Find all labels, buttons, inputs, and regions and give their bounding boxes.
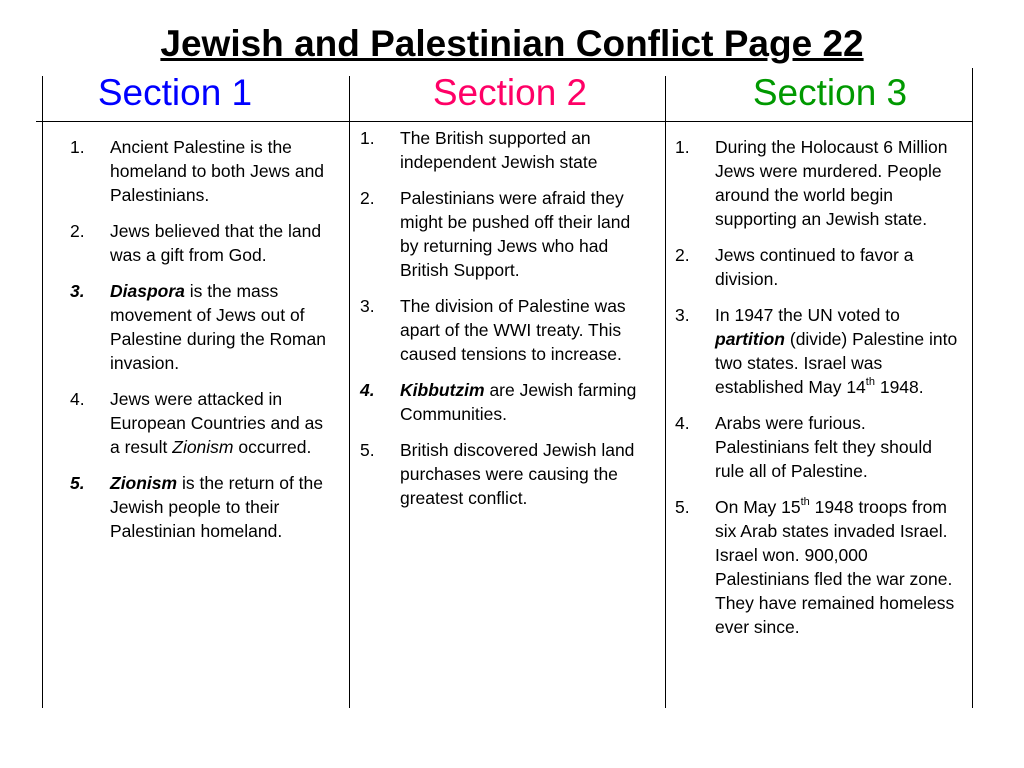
item-text: During the Holocaust 6 Million Jews were murdered. People around the world begin supporting an Jewish state.: [715, 137, 948, 229]
list-item: [70, 387, 330, 459]
item-text: is the return of the Jewish people to their Palestinian homeland.: [110, 473, 324, 541]
item-text: Jews continued to favor a division.: [715, 245, 914, 289]
key-term: partition: [715, 329, 785, 349]
list-item: [675, 303, 960, 399]
item-text: Ancient Palestine is the homeland to both Jews and Palestinians.: [110, 137, 325, 205]
item-text: In 1947 the UN voted to: [715, 305, 900, 325]
item-number: 4.: [360, 380, 375, 400]
key-term: Kibbutzim: [400, 380, 485, 400]
section-2-list: [360, 126, 650, 510]
key-term: Zionism: [110, 473, 178, 493]
item-number: 1.: [360, 128, 375, 148]
item-text: 1948 troops from six Arab states invaded Israel. Israel won. 900,000 Palestinians fled the war zone. They have remained homeless ever since.: [715, 497, 955, 637]
item-text: Palestinians were afraid they might be pushed off their land by returning Jews who had British Support.: [400, 188, 631, 280]
list-item: [70, 279, 330, 375]
item-text: (divide) Palestine into two states. Israel was established May 14: [715, 329, 958, 397]
section-2-heading: Section 2: [432, 72, 588, 113]
key-term: Diaspora: [110, 281, 185, 301]
item-number: 2.: [360, 188, 375, 208]
section-3-list: [675, 135, 960, 639]
list-item: [360, 438, 650, 510]
item-text: The division of Palestine was apart of the WWI treaty. This caused tensions to increase.: [400, 296, 626, 364]
list-item: [70, 471, 330, 543]
list-item: [360, 294, 650, 366]
item-text: are Jewish farming Communities.: [400, 380, 637, 424]
section-1-column: [70, 135, 330, 555]
list-item: [675, 411, 960, 483]
item-text: On May 15: [715, 497, 801, 517]
list-item: [675, 243, 960, 291]
table-border-left: [42, 76, 43, 708]
item-text: British discovered Jewish land purchases were causing the greatest conflict.: [400, 440, 635, 508]
list-item: [675, 495, 960, 639]
superscript: th: [865, 376, 875, 389]
item-number: 2.: [675, 245, 690, 265]
item-number: 5.: [675, 497, 690, 517]
item-text: Arabs were furious. Palestinians felt they should rule all of Palestine.: [715, 413, 932, 481]
item-text: is the mass movement of Jews out of Palestine during the Roman invasion.: [110, 281, 326, 373]
section-3-heading: Section 3: [752, 72, 908, 113]
item-number: 5.: [360, 440, 375, 460]
column-divider-2: [665, 76, 666, 708]
item-number: 1.: [70, 137, 85, 157]
table-border-right: [972, 68, 973, 708]
item-number: 4.: [675, 413, 690, 433]
item-number: 3.: [70, 281, 85, 301]
column-divider-1: [349, 76, 350, 708]
item-text: Jews were attacked in European Countries and as a result: [110, 389, 324, 457]
item-text: The British supported an independent Jewish state: [400, 128, 598, 172]
section-2-column: [360, 126, 650, 522]
list-item: [70, 135, 330, 207]
page-title: Jewish and Palestinian Conflict Page 22: [160, 23, 864, 64]
header-divider: [36, 121, 972, 122]
item-number: 3.: [360, 296, 375, 316]
item-text: Jews believed that the land was a gift from God.: [110, 221, 322, 265]
list-item: [70, 219, 330, 267]
superscript: th: [800, 496, 810, 509]
section-1-heading: Section 1: [97, 72, 253, 113]
list-item: [360, 126, 650, 174]
section-3-column: [675, 135, 960, 651]
section-1-list: [70, 135, 330, 543]
item-text: occurred.: [233, 437, 312, 457]
item-number: 3.: [675, 305, 690, 325]
item-text: 1948.: [874, 377, 924, 397]
list-item: [675, 135, 960, 231]
item-number: 2.: [70, 221, 85, 241]
item-number: 4.: [70, 389, 85, 409]
key-term: Zionism: [172, 437, 234, 457]
list-item: [360, 186, 650, 282]
item-number: 5.: [70, 473, 85, 493]
item-number: 1.: [675, 137, 690, 157]
list-item: [360, 378, 650, 426]
